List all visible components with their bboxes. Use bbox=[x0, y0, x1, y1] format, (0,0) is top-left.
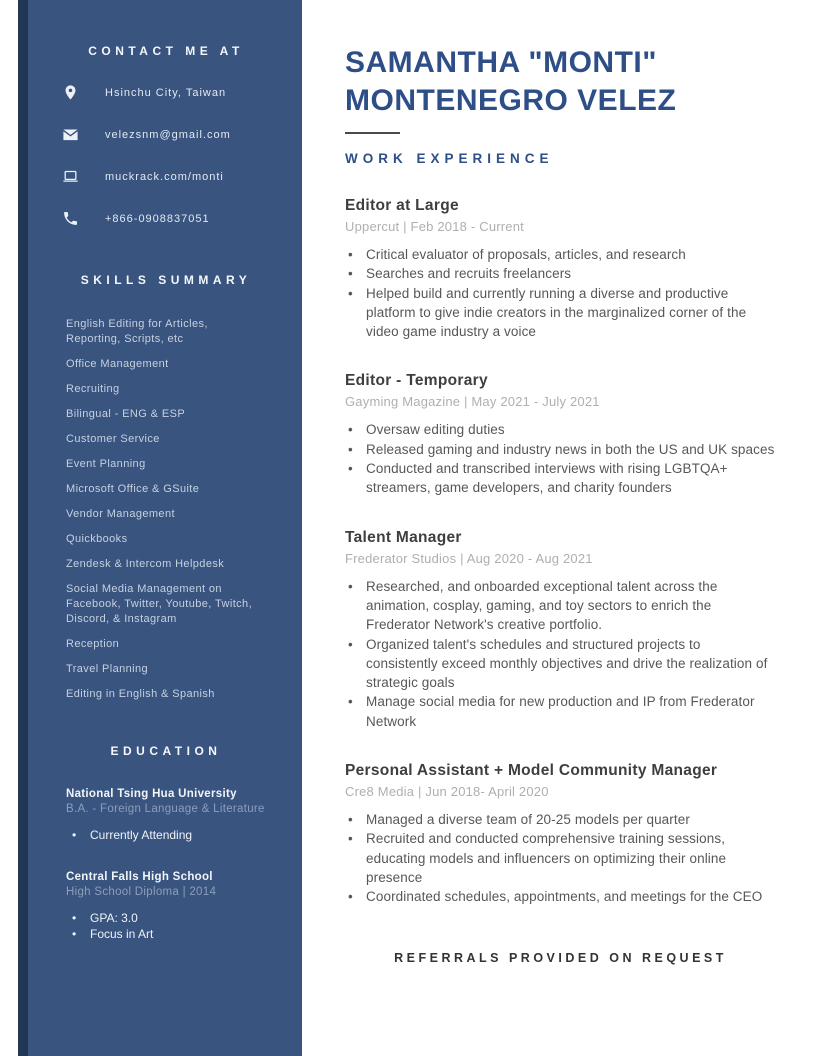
name-underline bbox=[345, 132, 400, 134]
skills-list bbox=[54, 317, 278, 702]
job-section-talent-manager bbox=[345, 529, 776, 731]
phone-icon bbox=[62, 210, 79, 227]
job-bullet-list bbox=[345, 245, 776, 341]
school-name: Central Falls High School bbox=[66, 871, 213, 883]
job-section-editor-at-large bbox=[345, 197, 776, 341]
skill-item: Social Media Management on Facebook, Twitter, Youtube, Twitch, Discord, & Instagram bbox=[66, 583, 253, 625]
education-entry-university bbox=[54, 788, 278, 843]
education-heading: EDUCATION bbox=[110, 744, 222, 758]
laptop-icon bbox=[62, 168, 79, 185]
job-bullet-list bbox=[345, 810, 776, 906]
job-bullet: • Helped build and currently running a diverse and productive platform to give indie creators in the marginalized corner of the video game industry a voice bbox=[345, 284, 776, 342]
envelope-icon bbox=[62, 126, 79, 143]
school-bullet: • Focus in Art bbox=[68, 926, 278, 942]
school-name: National Tsing Hua University bbox=[66, 788, 237, 800]
main-content bbox=[302, 0, 816, 1056]
contact-heading: CONTACT ME AT bbox=[88, 44, 244, 58]
job-title: Personal Assistant + Model Community Manager bbox=[345, 762, 718, 780]
school-bullet: • Currently Attending bbox=[68, 827, 278, 843]
sidebar-accent-strip bbox=[18, 0, 28, 1056]
skill-item: Editing in English & Spanish bbox=[66, 688, 215, 700]
name-line-2: MONTENEGRO VELEZ bbox=[345, 84, 677, 117]
skills-heading: SKILLS SUMMARY bbox=[80, 273, 252, 287]
contact-location-text: Hsinchu City, Taiwan bbox=[105, 86, 227, 99]
skill-item: Quickbooks bbox=[66, 533, 128, 545]
job-bullet: • Conducted and transcribed interviews with rising LGBTQA+ streamers, game developers, and charity founders bbox=[345, 459, 776, 498]
skill-item: English Editing for Articles, Reporting, Scripts, etc bbox=[66, 318, 208, 345]
job-bullet: • Oversaw editing duties bbox=[345, 420, 776, 439]
education-entry-highschool bbox=[54, 871, 278, 942]
job-bullet-list bbox=[345, 420, 776, 497]
school-bullet-list bbox=[66, 910, 278, 942]
school-bullet: • GPA: 3.0 bbox=[68, 910, 278, 926]
skill-item: Microsoft Office & GSuite bbox=[66, 483, 200, 495]
job-bullet: • Critical evaluator of proposals, articles, and research bbox=[345, 245, 776, 264]
job-title: Editor - Temporary bbox=[345, 372, 488, 390]
contact-email-text: velezsnm@gmail.com bbox=[105, 128, 231, 141]
job-meta: Frederator Studios | Aug 2020 - Aug 2021 bbox=[345, 550, 593, 566]
job-meta: Cre8 Media | Jun 2018- April 2020 bbox=[345, 784, 549, 800]
sidebar bbox=[28, 0, 302, 1056]
skill-item: Customer Service bbox=[66, 433, 160, 445]
skill-item: Reception bbox=[66, 638, 120, 650]
skill-item: Vendor Management bbox=[66, 508, 175, 520]
contact-item-email bbox=[54, 126, 278, 143]
skill-item: Office Management bbox=[66, 358, 169, 370]
contact-item-location bbox=[54, 84, 278, 101]
name-line-1: SAMANTHA "MONTI" bbox=[345, 46, 657, 79]
contact-item-website bbox=[54, 168, 278, 185]
skill-item: Recruiting bbox=[66, 383, 120, 395]
school-detail: B.A. - Foreign Language & Literature bbox=[66, 803, 265, 815]
job-bullet: • Released gaming and industry news in both the US and UK spaces bbox=[345, 440, 776, 459]
job-bullet: • Searches and recruits freelancers bbox=[345, 264, 776, 283]
job-bullet: • Researched, and onboarded exceptional talent across the animation, cosplay, gaming, and toy sectors to enrich the Frederator Network's creative portfolio. bbox=[345, 577, 776, 635]
job-section-personal-assistant bbox=[345, 762, 776, 906]
job-meta: Gayming Magazine | May 2021 - July 2021 bbox=[345, 394, 600, 410]
job-bullet-list bbox=[345, 577, 776, 731]
contact-item-phone bbox=[54, 210, 278, 227]
work-experience-heading: WORK EXPERIENCE bbox=[345, 151, 554, 166]
referrals-footer: REFERRALS PROVIDED ON REQUEST bbox=[394, 950, 727, 965]
job-bullet: • Manage social media for new production and IP from Frederator Network bbox=[345, 692, 776, 731]
skill-item: Travel Planning bbox=[66, 663, 149, 675]
job-section-editor-temporary bbox=[345, 372, 776, 497]
contact-website-text: muckrack.com/monti bbox=[105, 170, 224, 183]
job-title: Editor at Large bbox=[345, 197, 459, 214]
job-bullet: • Managed a diverse team of 20-25 models per quarter bbox=[345, 810, 776, 829]
contact-list bbox=[54, 84, 278, 227]
contact-phone-text: +866-0908837051 bbox=[105, 212, 210, 225]
page-title bbox=[345, 44, 776, 120]
skill-item: Bilingual - ENG & ESP bbox=[66, 408, 186, 420]
school-bullet-list bbox=[66, 827, 278, 843]
job-title: Talent Manager bbox=[345, 528, 462, 546]
job-bullet: • Recruited and conducted comprehensive training sessions, educating models and influencers on optimizing their online presence bbox=[345, 829, 776, 887]
job-bullet: • Coordinated schedules, appointments, and meetings for the CEO bbox=[345, 887, 776, 906]
school-detail: High School Diploma | 2014 bbox=[66, 886, 217, 898]
job-bullet: • Organized talent's schedules and structured projects to consistently exceed monthly objectives and drive the realization of strategic goals bbox=[345, 635, 776, 693]
skill-item: Zendesk & Intercom Helpdesk bbox=[66, 558, 225, 570]
location-pin-icon bbox=[62, 84, 79, 101]
skill-item: Event Planning bbox=[66, 458, 146, 470]
job-meta: Uppercut | Feb 2018 - Current bbox=[345, 219, 524, 234]
